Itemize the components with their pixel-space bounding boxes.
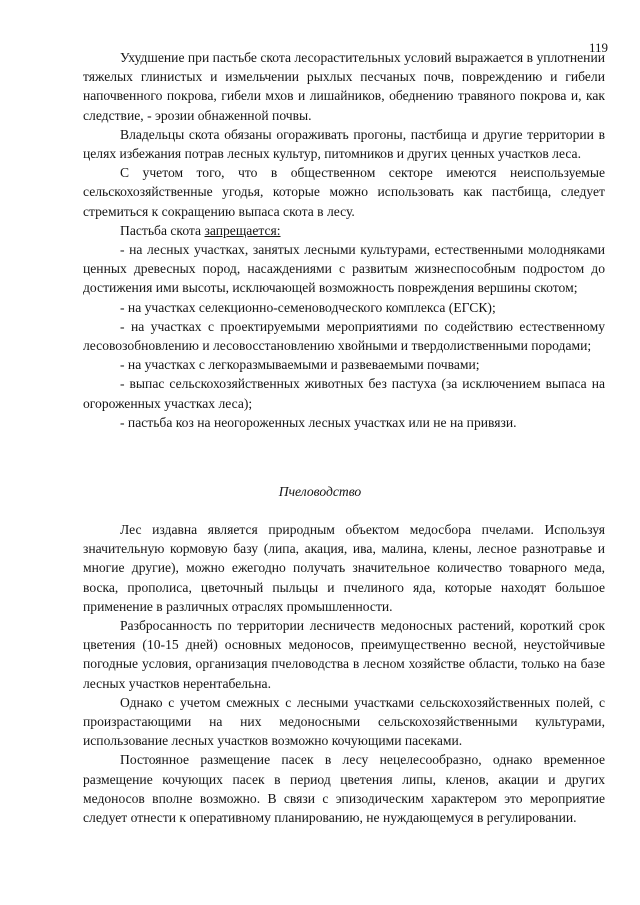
prohibition-underlined-word: запрещается: xyxy=(204,222,281,238)
paragraph: Разбросанность по территории лесничеств медоносных растений, короткий срок цветения (10-15 дней) основных медоносов, преимущественно весной, неустойчивые погодные условия, организация пчеловодства в лесном хозяйстве области, только на базе лесных участков нерентабельна. xyxy=(83,618,605,691)
paragraph: С учетом того, что в общественном секторе имеются неиспользуемые сельскохозяйственные угодья, которые можно использовать как пастбища, следует стремиться к сокращению выпаса скота в лесу. xyxy=(83,165,605,219)
beekeeping-section xyxy=(83,520,605,827)
prohibition-lead xyxy=(83,221,605,240)
paragraph: Постоянное размещение пасек в лесу нецелесообразно, однако временное размещение кочующих пасек в период цветения липы, кленов, акации и других медоносов вполне возможно. В связи с эпизодическим характером это мероприятие следует отнести к оперативному планированию, не нуждающемуся в регулировании. xyxy=(83,752,605,826)
paragraph: Владельцы скота обязаны огораживать прогоны, пастбища и другие территории в целях избежания потрав лесных культур, питомников и других ценных участков леса. xyxy=(83,126,605,162)
section-title: Пчеловодство xyxy=(278,484,362,499)
paragraph: Ухудшение при пастьбе скота лесорастительных условий выражается в уплотнении тяжелых глинистых и измельчении рыхлых песчаных почв, повреждению и гибели напочвенного покрова, гибели мхов и лишайников, обеднению травяного покрова и, как следствие, - эрозии обнаженной почвы. xyxy=(83,50,605,123)
prohibition-item: - на лесных участках, занятых лесными культурами, естественными молодняками ценных древесных пород, насаждениями с развитым жизнеспособным подростом до достижения ими высоты, исключающей возможность повреждения вершины скотом; xyxy=(83,242,605,296)
prohibition-item: - выпас сельскохозяйственных животных без пастуха (за исключением выпаса на огороженных участках леса); xyxy=(83,376,605,411)
prohibition-item: - пастьба коз на неогороженных лесных участках или не на привязи. xyxy=(120,414,517,430)
prohibition-item: - на участках с легкоразмываемыми и развеваемыми почвами; xyxy=(120,357,480,373)
page-number: 119 xyxy=(588,40,608,55)
prohibition-item: - на участках селекционно-семеноводческого комплекса (ЕГСК); xyxy=(120,299,496,315)
paragraph: Однако с учетом смежных с лесными участками сельскохозяйственных полей, с произрастающими на них медоносными сельскохозяйственными культурами, использование лесных участков возможно кочующими пасеками. xyxy=(83,694,605,749)
paragraph: Лес издавна является природным объектом медосбора пчелами. Используя значительную кормовую базу (липа, акация, ива, малина, клены, лесное разнотравье и многие другие), можно ежегодно получать значительное количество товарного меда, воска, прополиса, цветочный пыльцы и пчелиного яда, которые находят большое применение в различных отраслях промышленности. xyxy=(83,522,605,614)
grazing-section xyxy=(83,48,605,432)
prohibition-item: - на участках с проектируемыми мероприятиями по содействию естественному лесовозобновлению и лесовосстановлению хвойными и твердолиственными породами; xyxy=(83,318,605,354)
prohibition-lead-text: Пастьба скота xyxy=(120,222,205,238)
